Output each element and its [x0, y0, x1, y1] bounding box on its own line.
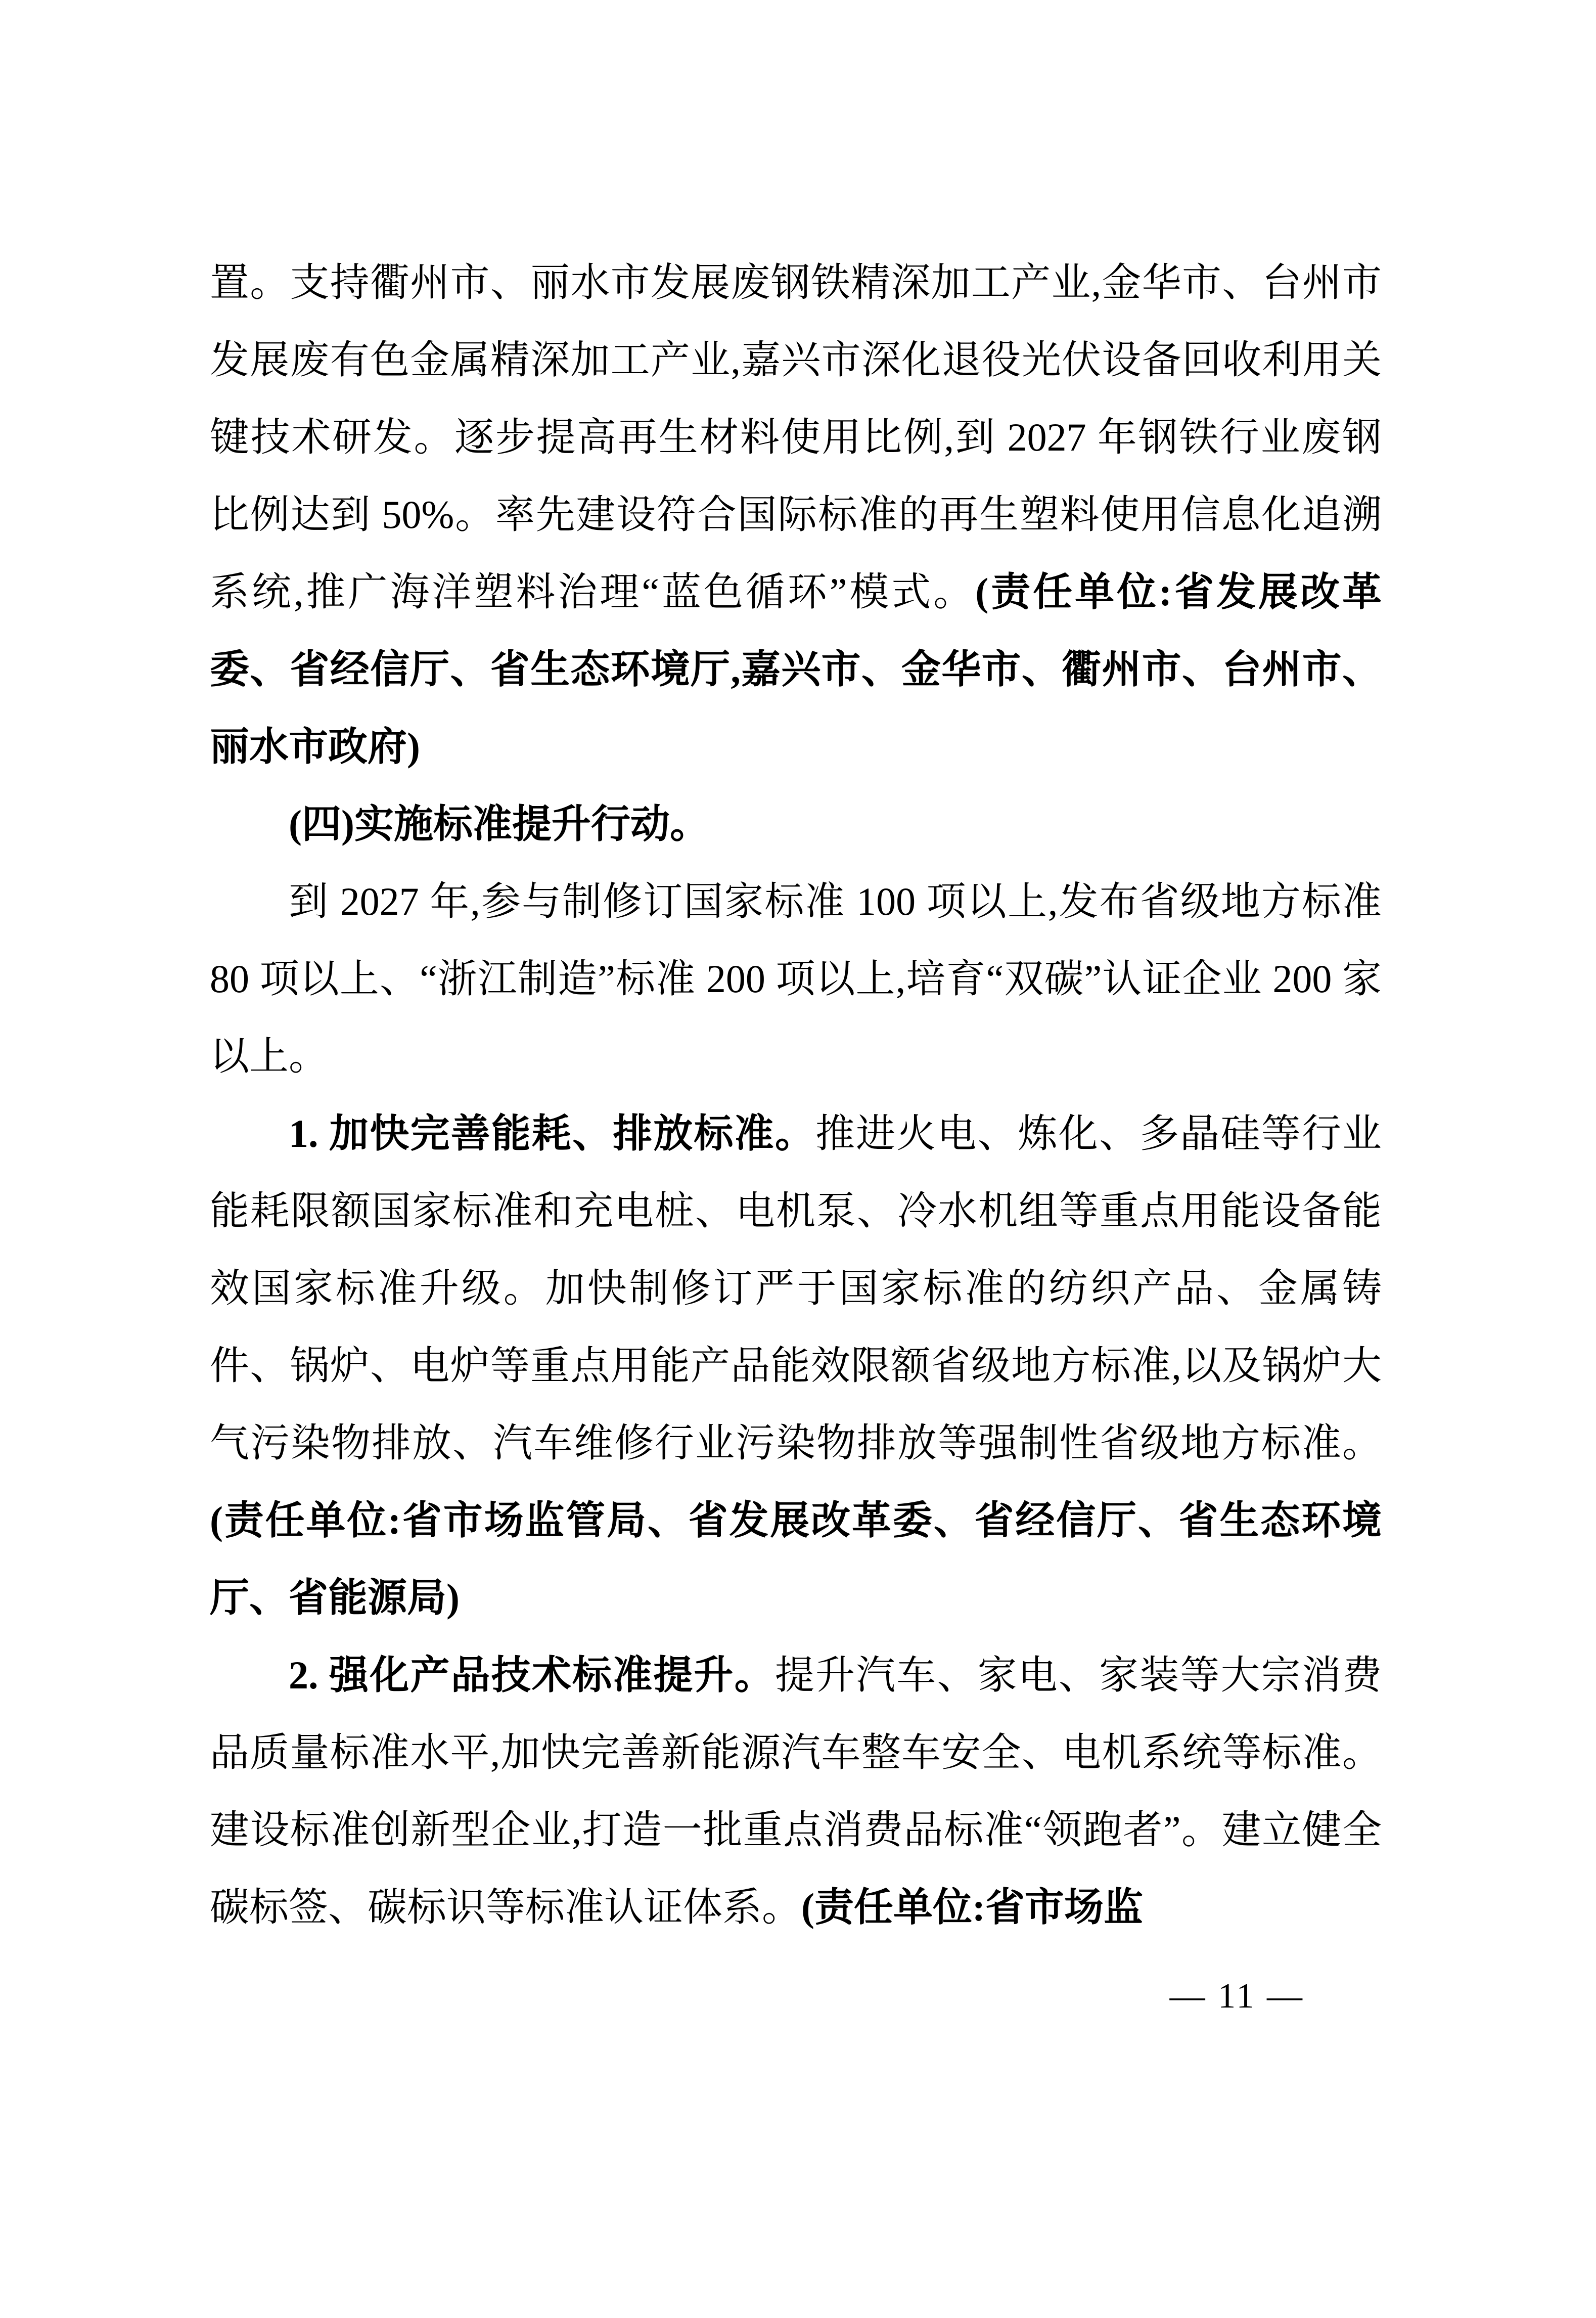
item-1-lead: 1. 加快完善能耗、排放标准。: [289, 1111, 815, 1155]
item-2-lead: 2. 强化产品技术标准提升。: [289, 1653, 775, 1697]
paragraph-item-1: [210, 1095, 1382, 1636]
paragraph-targets: [210, 863, 1382, 1095]
document-body: [210, 244, 1382, 1946]
paragraph-continuation: [210, 244, 1382, 785]
responsibility-note: (责任单位:省发展改革委、省经信厅、省生态环境厅,嘉兴市、金华市、衢州市、台州市、丽水市政府): [210, 570, 1382, 769]
paragraph-item-2: [210, 1636, 1382, 1946]
section-heading-text: (四)实施标准提升行动。: [289, 802, 709, 846]
page-number: — 11 —: [1169, 1977, 1304, 2016]
body-text: 置。支持衢州市、丽水市发展废钢铁精深加工产业,金华市、台州市发展废有色金属精深加工产业,嘉兴市深化退役光伏设备回收利用关键技术研发。逐步提高再生材料使用比例,到 2027 年钢铁行业废钢比例达到 50%。率先建设符合国际标准的再生塑料使用信息化追溯系统,推广海洋塑料治理“蓝色循环”模式。: [210, 260, 1382, 614]
body-text: 推进火电、炼化、多晶硅等行业能耗限额国家标准和充电桩、电机泵、冷水机组等重点用能设备能效国家标准升级。加快制修订严于国家标准的纺织产品、金属铸件、锅炉、电炉等重点用能产品能效限额省级地方标准,以及锅炉大气污染物排放、汽车维修行业污染物排放等强制性省级地方标准。: [210, 1111, 1382, 1465]
responsibility-note: (责任单位:省市场监: [801, 1885, 1143, 1929]
body-text: 提升汽车、家电、家装等大宗消费品质量标准水平,加快完善新能源汽车整车安全、电机系统等标准。建设标准创新型企业,打造一批重点消费品标准“领跑者”。建立健全碳标签、碳标识等标准认证体系。: [210, 1653, 1382, 1929]
responsibility-note: (责任单位:省市场监管局、省发展改革委、省经信厅、省生态环境厅、省能源局): [210, 1498, 1382, 1620]
body-text: 到 2027 年,参与制修订国家标准 100 项以上,发布省级地方标准 80 项以上、“浙江制造”标准 200 项以上,培育“双碳”认证企业 200 家以上。: [210, 879, 1382, 1078]
section-heading: [210, 785, 1382, 863]
